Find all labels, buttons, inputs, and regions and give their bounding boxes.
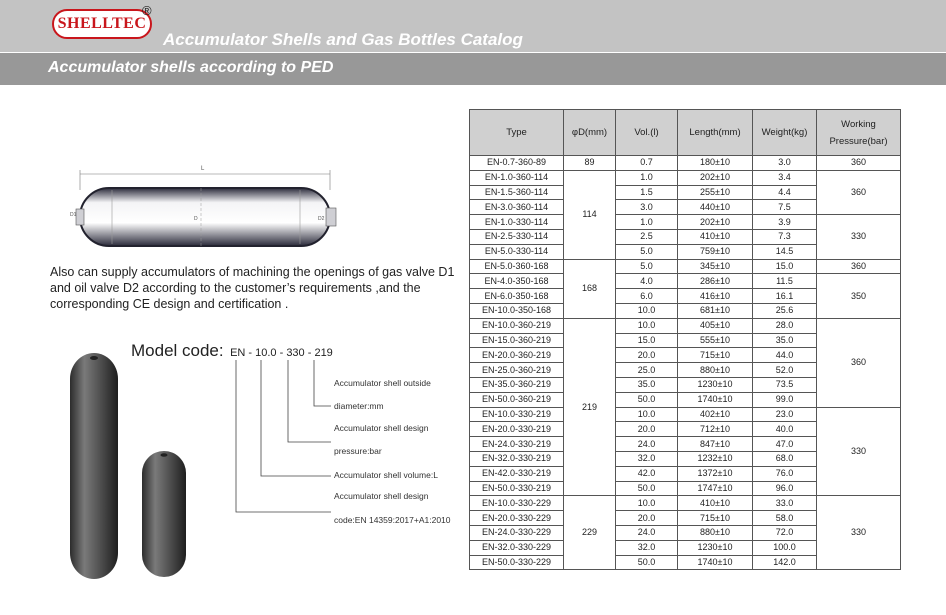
cell-type: EN-42.0-330-219 <box>470 466 564 481</box>
cell-volume: 42.0 <box>616 466 678 481</box>
logo-text: SHELLTEC <box>57 15 147 32</box>
cell-weight: 3.0 <box>753 156 817 171</box>
cell-length: 345±10 <box>678 259 753 274</box>
cell-length: 1747±10 <box>678 481 753 496</box>
cell-weight: 76.0 <box>753 466 817 481</box>
cell-volume: 32.0 <box>616 540 678 555</box>
cell-volume: 5.0 <box>616 259 678 274</box>
dimension-d2-label: D2 <box>318 216 325 222</box>
model-code-value: EN - 10.0 - 330 - 219 <box>230 347 333 359</box>
cell-type: EN-2.5-330-114 <box>470 229 564 244</box>
cell-weight: 3.9 <box>753 215 817 230</box>
cell-volume: 10.0 <box>616 496 678 511</box>
cell-length: 1230±10 <box>678 540 753 555</box>
cell-type: EN-4.0-350-168 <box>470 274 564 289</box>
cell-type: EN-24.0-330-219 <box>470 437 564 452</box>
cell-volume: 20.0 <box>616 348 678 363</box>
cell-type: EN-1.0-360-114 <box>470 170 564 185</box>
cell-volume: 2.5 <box>616 229 678 244</box>
description-text: Also can supply accumulators of machining the openings of gas valve D1 and oil valve D2 according to the customer’s requirements ,and the corresponding CE design and certification . <box>50 265 455 311</box>
cell-type: EN-32.0-330-219 <box>470 451 564 466</box>
cell-type: EN-20.0-330-229 <box>470 511 564 526</box>
cell-volume: 0.7 <box>616 156 678 171</box>
table-row <box>470 496 901 511</box>
cell-volume: 24.0 <box>616 525 678 540</box>
cell-type: EN-10.0-350-168 <box>470 303 564 318</box>
table-row <box>470 170 901 185</box>
table-row <box>470 156 901 171</box>
cell-weight: 44.0 <box>753 348 817 363</box>
cell-weight: 28.0 <box>753 318 817 333</box>
legend-diameter-line1: Accumulator shell outside <box>334 378 431 388</box>
cell-volume: 15.0 <box>616 333 678 348</box>
cell-volume: 50.0 <box>616 481 678 496</box>
cell-length: 880±10 <box>678 363 753 378</box>
cell-type: EN-6.0-350-168 <box>470 289 564 304</box>
cell-volume: 50.0 <box>616 555 678 570</box>
cell-volume: 25.0 <box>616 363 678 378</box>
cell-length: 712±10 <box>678 422 753 437</box>
cell-weight: 7.3 <box>753 229 817 244</box>
cell-length: 202±10 <box>678 170 753 185</box>
cell-length: 1740±10 <box>678 392 753 407</box>
table-row <box>470 259 901 274</box>
cell-length: 715±10 <box>678 348 753 363</box>
cell-volume: 20.0 <box>616 422 678 437</box>
cell-weight: 23.0 <box>753 407 817 422</box>
cell-volume: 35.0 <box>616 377 678 392</box>
cell-weight: 52.0 <box>753 363 817 378</box>
cell-type: EN-50.0-360-219 <box>470 392 564 407</box>
cell-weight: 40.0 <box>753 422 817 437</box>
cell-diameter: 229 <box>564 496 616 570</box>
cell-diameter: 89 <box>564 156 616 171</box>
cell-type: EN-0.7-360-89 <box>470 156 564 171</box>
cell-length: 1230±10 <box>678 377 753 392</box>
cell-weight: 58.0 <box>753 511 817 526</box>
cell-length: 410±10 <box>678 229 753 244</box>
cell-pressure: 330 <box>817 407 901 496</box>
cell-type: EN-10.0-330-229 <box>470 496 564 511</box>
cell-length: 759±10 <box>678 244 753 259</box>
cell-type: EN-1.0-330-114 <box>470 215 564 230</box>
cell-volume: 50.0 <box>616 392 678 407</box>
cell-weight: 96.0 <box>753 481 817 496</box>
cell-length: 255±10 <box>678 185 753 200</box>
cell-volume: 1.0 <box>616 215 678 230</box>
product-bottles-image <box>60 345 200 585</box>
cell-weight: 4.4 <box>753 185 817 200</box>
cell-diameter: 168 <box>564 259 616 318</box>
cell-weight: 142.0 <box>753 555 817 570</box>
cell-length: 416±10 <box>678 289 753 304</box>
cell-volume: 24.0 <box>616 437 678 452</box>
cell-type: EN-25.0-360-219 <box>470 363 564 378</box>
cell-pressure: 360 <box>817 156 901 171</box>
cell-volume: 5.0 <box>616 244 678 259</box>
cell-length: 1232±10 <box>678 451 753 466</box>
cell-weight: 15.0 <box>753 259 817 274</box>
cell-diameter: 114 <box>564 170 616 259</box>
cell-volume: 32.0 <box>616 451 678 466</box>
cell-length: 410±10 <box>678 496 753 511</box>
cell-weight: 73.5 <box>753 377 817 392</box>
cell-type: EN-32.0-330-229 <box>470 540 564 555</box>
cell-volume: 10.0 <box>616 303 678 318</box>
cell-volume: 10.0 <box>616 407 678 422</box>
cell-weight: 99.0 <box>753 392 817 407</box>
legend-volume: Accumulator shell volume:L <box>334 470 438 480</box>
page-title: Accumulator Shells and Gas Bottles Catalog <box>163 30 523 49</box>
cell-length: 405±10 <box>678 318 753 333</box>
legend-diameter-line2: diameter:mm <box>334 401 384 411</box>
col-header-weight: Weight(kg) <box>753 110 817 156</box>
cell-pressure: 360 <box>817 259 901 274</box>
cell-weight: 16.1 <box>753 289 817 304</box>
dimension-d-label: D <box>194 216 198 222</box>
cell-length: 440±10 <box>678 200 753 215</box>
col-header-pressure: Working Pressure(bar) <box>817 110 901 156</box>
table-row <box>470 215 901 230</box>
cell-weight: 11.5 <box>753 274 817 289</box>
cell-type: EN-1.5-360-114 <box>470 185 564 200</box>
cell-type: EN-3.0-360-114 <box>470 200 564 215</box>
cell-length: 1740±10 <box>678 555 753 570</box>
dimension-length-label: L <box>201 166 205 172</box>
cell-type: EN-10.0-360-219 <box>470 318 564 333</box>
cell-volume: 1.5 <box>616 185 678 200</box>
legend-pressure-line2: pressure:bar <box>334 446 382 456</box>
cell-volume: 10.0 <box>616 318 678 333</box>
cell-type: EN-50.0-330-219 <box>470 481 564 496</box>
cell-length: 286±10 <box>678 274 753 289</box>
cell-pressure: 360 <box>817 170 901 214</box>
cell-diameter: 219 <box>564 318 616 496</box>
cell-length: 847±10 <box>678 437 753 452</box>
cell-pressure: 350 <box>817 274 901 318</box>
dimension-d1-label: D1 <box>70 212 77 218</box>
cell-volume: 4.0 <box>616 274 678 289</box>
legend-design-code-line1: Accumulator shell design <box>334 491 429 501</box>
cell-weight: 14.5 <box>753 244 817 259</box>
table-row <box>470 274 901 289</box>
cell-volume: 20.0 <box>616 511 678 526</box>
page-subtitle: Accumulator shells according to PED <box>48 59 334 76</box>
cell-type: EN-5.0-360-168 <box>470 259 564 274</box>
cell-pressure: 330 <box>817 496 901 570</box>
cell-weight: 100.0 <box>753 540 817 555</box>
legend-pressure-line1: Accumulator shell design <box>334 423 429 433</box>
col-header-diameter: φD(mm) <box>564 110 616 156</box>
cell-weight: 35.0 <box>753 333 817 348</box>
cell-length: 402±10 <box>678 407 753 422</box>
col-header-volume: Vol.(l) <box>616 110 678 156</box>
cell-volume: 3.0 <box>616 200 678 215</box>
cell-pressure: 330 <box>817 215 901 259</box>
cell-length: 555±10 <box>678 333 753 348</box>
cell-type: EN-10.0-330-219 <box>470 407 564 422</box>
cell-length: 715±10 <box>678 511 753 526</box>
table-header-row <box>470 110 901 156</box>
cell-type: EN-50.0-330-229 <box>470 555 564 570</box>
cell-type: EN-20.0-360-219 <box>470 348 564 363</box>
registered-mark: ® <box>142 3 152 18</box>
cell-weight: 7.5 <box>753 200 817 215</box>
col-header-length: Length(mm) <box>678 110 753 156</box>
cell-type: EN-5.0-330-114 <box>470 244 564 259</box>
cell-weight: 3.4 <box>753 170 817 185</box>
cell-length: 880±10 <box>678 525 753 540</box>
cell-pressure: 360 <box>817 318 901 407</box>
cell-length: 202±10 <box>678 215 753 230</box>
cell-weight: 33.0 <box>753 496 817 511</box>
cell-weight: 72.0 <box>753 525 817 540</box>
table-row <box>470 318 901 333</box>
legend-design-code-line2: code:EN 14359:2017+A1:2010 <box>334 515 451 525</box>
model-code-label: Model code: <box>131 341 224 360</box>
cell-volume: 6.0 <box>616 289 678 304</box>
cell-length: 1372±10 <box>678 466 753 481</box>
table-row <box>470 407 901 422</box>
cell-type: EN-15.0-360-219 <box>470 333 564 348</box>
cell-length: 681±10 <box>678 303 753 318</box>
cell-volume: 1.0 <box>616 170 678 185</box>
cell-weight: 25.6 <box>753 303 817 318</box>
cell-length: 180±10 <box>678 156 753 171</box>
cell-type: EN-35.0-360-219 <box>470 377 564 392</box>
spec-table <box>469 109 901 570</box>
col-header-type: Type <box>470 110 564 156</box>
cell-type: EN-20.0-330-219 <box>470 422 564 437</box>
cell-type: EN-24.0-330-229 <box>470 525 564 540</box>
cell-weight: 68.0 <box>753 451 817 466</box>
cell-weight: 47.0 <box>753 437 817 452</box>
